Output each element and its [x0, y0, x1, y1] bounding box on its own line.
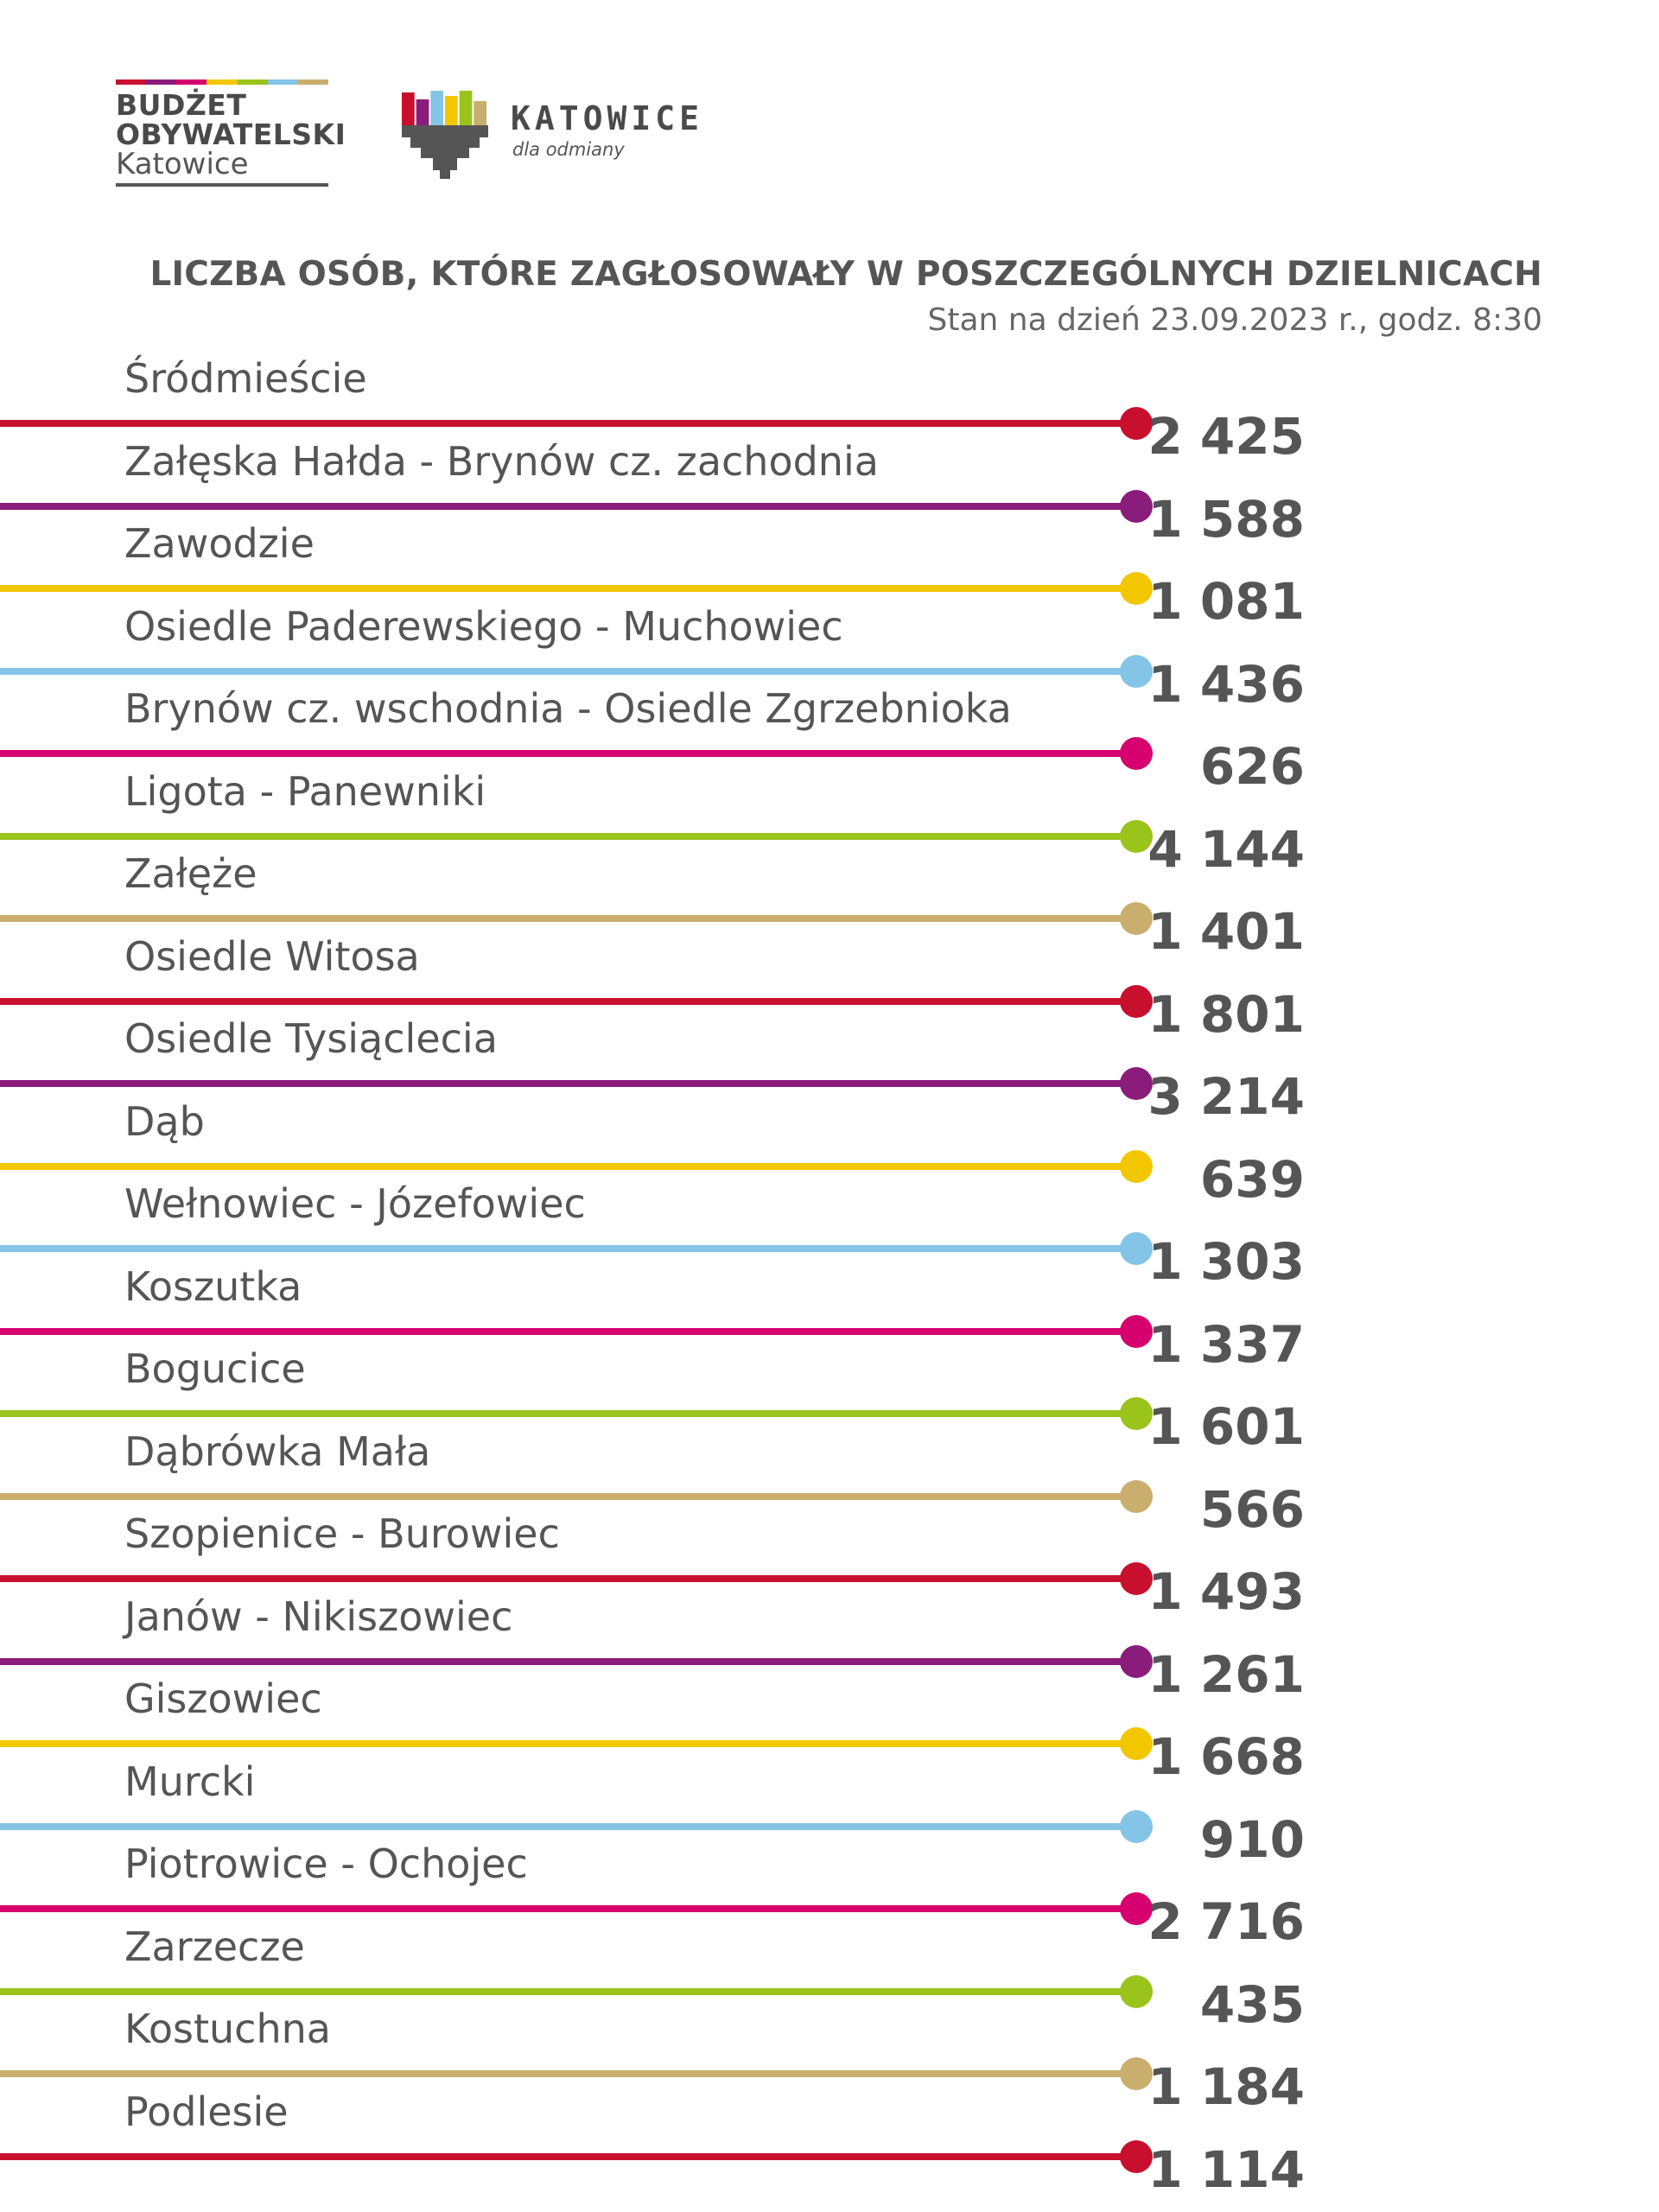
- district-label: Murcki: [124, 1758, 256, 1805]
- district-value: 1 493: [1147, 1562, 1305, 1621]
- district-label: Bogucice: [124, 1345, 306, 1392]
- district-bar: [0, 915, 1136, 922]
- district-bar: [0, 1988, 1136, 1995]
- district-value: 1 261: [1147, 1644, 1305, 1704]
- district-bar: [0, 1905, 1136, 1912]
- district-bar: [0, 998, 1136, 1005]
- district-dot: [1120, 1810, 1153, 1843]
- district-bar: [0, 1823, 1136, 1830]
- district-label: Janów - Nikiszowiec: [124, 1592, 513, 1640]
- district-dot: [1120, 737, 1153, 770]
- district-label: Osiedle Witosa: [124, 932, 420, 980]
- district-label: Koszutka: [124, 1262, 302, 1310]
- district-label: Osiedle Tysiąclecia: [124, 1015, 498, 1062]
- district-bar: [0, 1080, 1136, 1087]
- logo-text-line1: BUDŻET: [116, 88, 247, 122]
- logo-text-line2: OBYWATELSKI: [116, 118, 346, 151]
- district-value: 1 303: [1147, 1232, 1305, 1291]
- district-label: Kostuchna: [124, 2005, 331, 2052]
- district-value: 1 436: [1147, 654, 1305, 714]
- district-label: Brynów cz. wschodnia - Osiedle Zgrzebnioka: [124, 685, 1012, 732]
- district-bar: [0, 420, 1136, 427]
- district-value: 1 114: [1147, 2139, 1305, 2199]
- district-label: Śródmieście: [124, 355, 367, 402]
- district-value: 3 214: [1147, 1067, 1305, 1126]
- district-label: Szopienice - Burowiec: [124, 1510, 560, 1557]
- district-value: 2 716: [1147, 1892, 1305, 1951]
- district-bar: [0, 1163, 1136, 1170]
- logo-text-line3: Katowice: [116, 147, 249, 181]
- district-value: 1 588: [1147, 489, 1305, 549]
- district-dot: [1120, 1150, 1153, 1183]
- district-label: Podlesie: [124, 2088, 289, 2135]
- district-value: 1 801: [1147, 984, 1305, 1044]
- district-bar: [0, 2153, 1136, 2160]
- district-bar: [0, 2070, 1136, 2077]
- district-label: Dąb: [124, 1097, 205, 1145]
- district-value: 910: [1199, 1809, 1305, 1869]
- chart-subtitle: Stan na dzień 23.09.2023 r., godz. 8:30: [927, 302, 1542, 338]
- district-label: Zarzecze: [124, 1923, 305, 1970]
- district-value: 1 401: [1147, 902, 1305, 961]
- district-value: 566: [1199, 1479, 1305, 1539]
- district-label: Ligota - Panewniki: [124, 767, 486, 815]
- district-label: Zawodzie: [124, 520, 315, 567]
- katowice-logo-name: KATOWICE: [511, 99, 704, 137]
- district-bar: [0, 668, 1136, 675]
- district-value: 2 425: [1147, 407, 1305, 466]
- district-label: Wełnowiec - Józefowiec: [124, 1180, 586, 1227]
- district-value: 435: [1199, 1974, 1305, 2034]
- district-dot: [1120, 1975, 1153, 2008]
- district-bar: [0, 1575, 1136, 1582]
- district-label: Załęska Hałda - Brynów cz. zachodnia: [124, 437, 879, 485]
- district-label: Załęże: [124, 850, 257, 897]
- district-label: Giszowiec: [124, 1675, 322, 1722]
- district-bar: [0, 1740, 1136, 1747]
- district-value: 1 081: [1147, 572, 1305, 631]
- district-label: Piotrowice - Ochojec: [124, 1840, 528, 1887]
- district-label: Dąbrówka Mała: [124, 1427, 431, 1475]
- katowice-logo-tagline: dla odmiany: [512, 139, 625, 160]
- district-bar: [0, 833, 1136, 840]
- district-dot: [1120, 1480, 1153, 1513]
- district-bar: [0, 1245, 1136, 1252]
- district-value: 1 184: [1147, 2057, 1305, 2116]
- chart-title: LICZBA OSÓB, KTÓRE ZAGŁOSOWAŁY W POSZCZEGÓLNYCH DZIELNICACH: [149, 255, 1542, 294]
- district-value: 4 144: [1147, 819, 1305, 879]
- district-label: Osiedle Paderewskiego - Muchowiec: [124, 602, 843, 650]
- district-value: 626: [1199, 737, 1305, 796]
- district-bar: [0, 1410, 1136, 1417]
- district-value: 1 601: [1147, 1397, 1305, 1456]
- district-bar: [0, 1493, 1136, 1500]
- district-value: 1 668: [1147, 1727, 1305, 1786]
- district-value: 1 337: [1147, 1314, 1305, 1374]
- district-bar: [0, 585, 1136, 592]
- district-value: 639: [1199, 1149, 1305, 1209]
- district-bar: [0, 1328, 1136, 1335]
- district-bar: [0, 1658, 1136, 1665]
- district-row: [0, 2088, 1659, 2200]
- district-bar: [0, 750, 1136, 757]
- district-bar: [0, 503, 1136, 510]
